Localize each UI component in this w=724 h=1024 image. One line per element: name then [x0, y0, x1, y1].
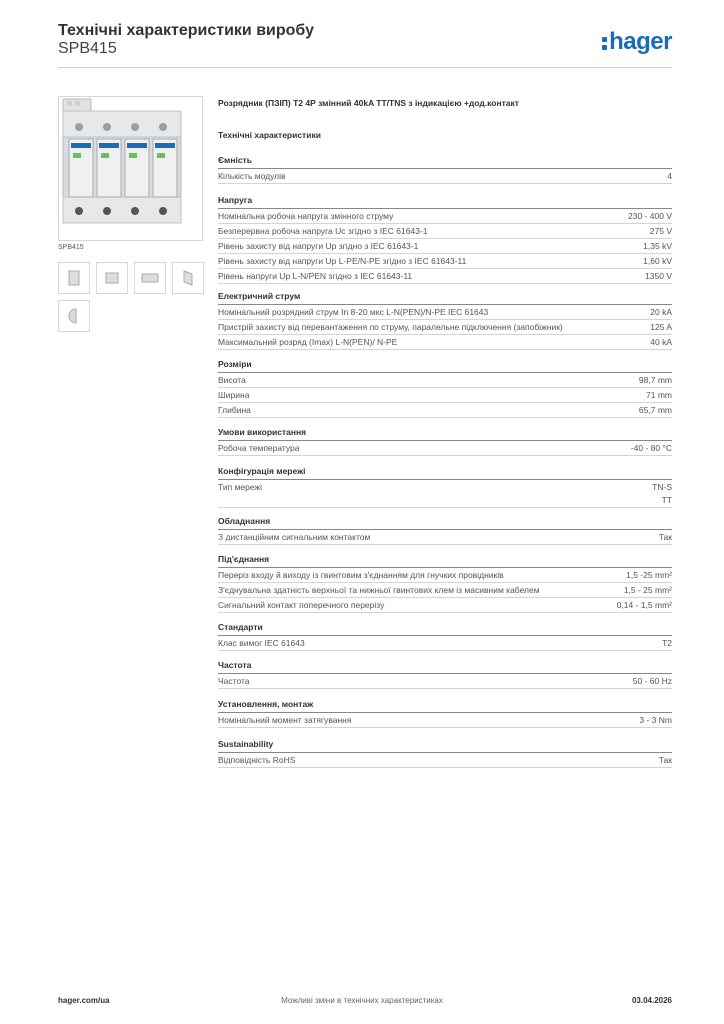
- spec-section-network-config: [218, 465, 672, 508]
- spec-row: [218, 320, 672, 335]
- spec-row: [218, 305, 672, 320]
- spec-section-sustainability: [218, 738, 672, 768]
- spec-value: 1,5 - 25 mm²: [623, 585, 672, 595]
- spec-section-equipment: [218, 515, 672, 545]
- spec-label: Рівень напруги Up L-N/PEN згідно з IEC 61643-11: [218, 271, 413, 281]
- hager-logo: [602, 28, 672, 56]
- spec-value: 20 kA: [650, 307, 672, 317]
- spec-label: Безперервна робоча напруга Uc згідно з IEC 61643-1: [218, 226, 428, 236]
- spec-section-dimensions: [218, 358, 672, 418]
- footer-date: 03.04.2026: [631, 996, 672, 1005]
- image-caption: SPB415: [58, 244, 84, 251]
- spec-label: Сигнальний контакт поперечного перерізу: [218, 600, 385, 610]
- thumbnail-front[interactable]: [58, 262, 90, 294]
- thumbnail-rear[interactable]: [58, 300, 90, 332]
- spec-section-frequency: [218, 659, 672, 689]
- spec-label: Пристрій захисту від перевантаження по струму, паралельне підключення (запобіжник): [218, 322, 563, 332]
- spec-row: [218, 480, 672, 508]
- spec-value: -40 - 80 °C: [630, 443, 672, 453]
- section-title: Електричний струм: [218, 290, 672, 305]
- spec-label: З дистанційним сигнальним контактом: [218, 532, 371, 542]
- spec-row: [218, 388, 672, 403]
- spec-label: Робоча температура: [218, 443, 300, 453]
- logo-text: hager: [609, 28, 672, 55]
- spec-row: [218, 636, 672, 651]
- spec-row: [218, 403, 672, 418]
- spec-section-capacity: [218, 154, 672, 184]
- spec-row: [218, 583, 672, 598]
- spec-section-operating-conditions: [218, 426, 672, 456]
- spec-value: Так: [658, 755, 672, 765]
- spec-value: 40 kA: [650, 337, 672, 347]
- side-view-icon: [135, 263, 165, 293]
- section-title: Стандарти: [218, 621, 672, 636]
- spec-row: [218, 169, 672, 184]
- section-title: Обладнання: [218, 515, 672, 530]
- spec-label: З'єднувальна здатність верхньої та нижньої гвинтових клем із масивним кабелем: [218, 585, 540, 595]
- header-divider: [58, 67, 672, 68]
- spec-label: Ширина: [218, 390, 250, 400]
- spec-value: 71 mm: [646, 390, 672, 400]
- spec-label: Глибина: [218, 405, 251, 415]
- spec-section-connection: [218, 553, 672, 613]
- spec-row: [218, 530, 672, 545]
- spec-value: Так: [658, 532, 672, 542]
- spec-label: Клас вимог IEC 61643: [218, 638, 305, 648]
- spec-row: [218, 598, 672, 613]
- thumbnail-side[interactable]: [134, 262, 166, 294]
- section-title: Під'єднання: [218, 553, 672, 568]
- spec-label: Висота: [218, 375, 246, 385]
- thumbnail-top[interactable]: [96, 262, 128, 294]
- spec-label: Переріз входу й виходу із гвинтовим з'єднанням для гнучких провідників: [218, 570, 504, 580]
- spec-row: [218, 713, 672, 728]
- spec-label: Рівень захисту від напруги Up L-PE/N-PE згідно з IEC 61643-11: [218, 256, 467, 266]
- spec-label: Максимальний розряд (Imax) L-N(PEN)/ N-PE: [218, 337, 398, 347]
- tech-heading: Технічні характеристики: [218, 130, 321, 140]
- spec-row: [218, 269, 672, 284]
- perspective-view-icon: [173, 263, 203, 293]
- spec-label: Тип мережі: [218, 482, 263, 492]
- spec-row: [218, 254, 672, 269]
- spec-value: 125 A: [650, 322, 672, 332]
- spec-value: 1,5 -25 mm²: [626, 570, 672, 580]
- spec-row: [218, 224, 672, 239]
- spec-value: 65,7 mm: [638, 405, 672, 415]
- spec-section-standards: [218, 621, 672, 651]
- spec-label: Рівень захисту від напруги Up згідно з IEC 61643-1: [218, 241, 419, 251]
- product-title: Розрядник (ПЗІП) Т2 4Р змінний 40kA TT/TNS з індикацією +дод.контакт: [218, 98, 519, 108]
- spec-label: Номінальна робоча напруга змінного струму: [218, 211, 394, 221]
- spec-row: [218, 753, 672, 768]
- section-title: Напруга: [218, 194, 672, 209]
- section-title: Конфігурація мережі: [218, 465, 672, 480]
- spec-label: Номінальний момент затягування: [218, 715, 352, 725]
- rear-view-icon: [59, 301, 89, 331]
- spec-label: Частота: [218, 676, 250, 686]
- section-title: Ємність: [218, 154, 672, 169]
- product-image: [58, 96, 203, 241]
- front-view-icon: [59, 263, 89, 293]
- spec-row: [218, 674, 672, 689]
- section-title: Sustainability: [218, 738, 672, 753]
- spec-value: 98,7 mm: [638, 375, 672, 385]
- section-title: Установлення, монтаж: [218, 698, 672, 713]
- spec-value: 1,60 kV: [643, 256, 672, 266]
- spec-section-installation: [218, 698, 672, 728]
- surge-arrester-image: [59, 97, 202, 240]
- spec-section-voltage: [218, 194, 672, 284]
- spec-value: TN-S TT: [652, 482, 672, 505]
- spec-label: Відповідність RoHS: [218, 755, 296, 765]
- page-title: Технічні характеристики виробу: [58, 22, 314, 39]
- spec-row: [218, 373, 672, 388]
- spec-row: [218, 441, 672, 456]
- spec-label: Номінальний розрядний струм In 8-20 мкс L-N(PEN)/N-PE IEC 61643: [218, 307, 489, 317]
- section-title: Умови використання: [218, 426, 672, 441]
- spec-section-current: [218, 290, 672, 350]
- spec-value: T2: [662, 638, 672, 648]
- spec-row: [218, 335, 672, 350]
- footer-disclaimer: Можливі зміни в технічних характеристиках: [281, 996, 443, 1005]
- footer-website-link[interactable]: hager.com/ua: [58, 996, 110, 1005]
- spec-value: 4: [667, 171, 672, 181]
- spec-row: [218, 568, 672, 583]
- thumbnail-perspective[interactable]: [172, 262, 204, 294]
- spec-row: [218, 239, 672, 254]
- section-title: Розміри: [218, 358, 672, 373]
- spec-value: 3 - 3 Nm: [639, 715, 672, 725]
- spec-row: [218, 209, 672, 224]
- section-title: Частота: [218, 659, 672, 674]
- spec-value: 1350 V: [645, 271, 672, 281]
- logo-dots-icon: [602, 36, 607, 50]
- spec-value: 1,35 kV: [643, 241, 672, 251]
- spec-value: 50 - 60 Hz: [632, 676, 672, 686]
- spec-value: 230 - 400 V: [628, 211, 672, 221]
- spec-value: 0,14 - 1,5 mm²: [616, 600, 672, 610]
- spec-label: Кількість модулів: [218, 171, 286, 181]
- product-code: SPB415: [58, 40, 117, 57]
- spec-value: 275 V: [649, 226, 672, 236]
- top-view-icon: [97, 263, 127, 293]
